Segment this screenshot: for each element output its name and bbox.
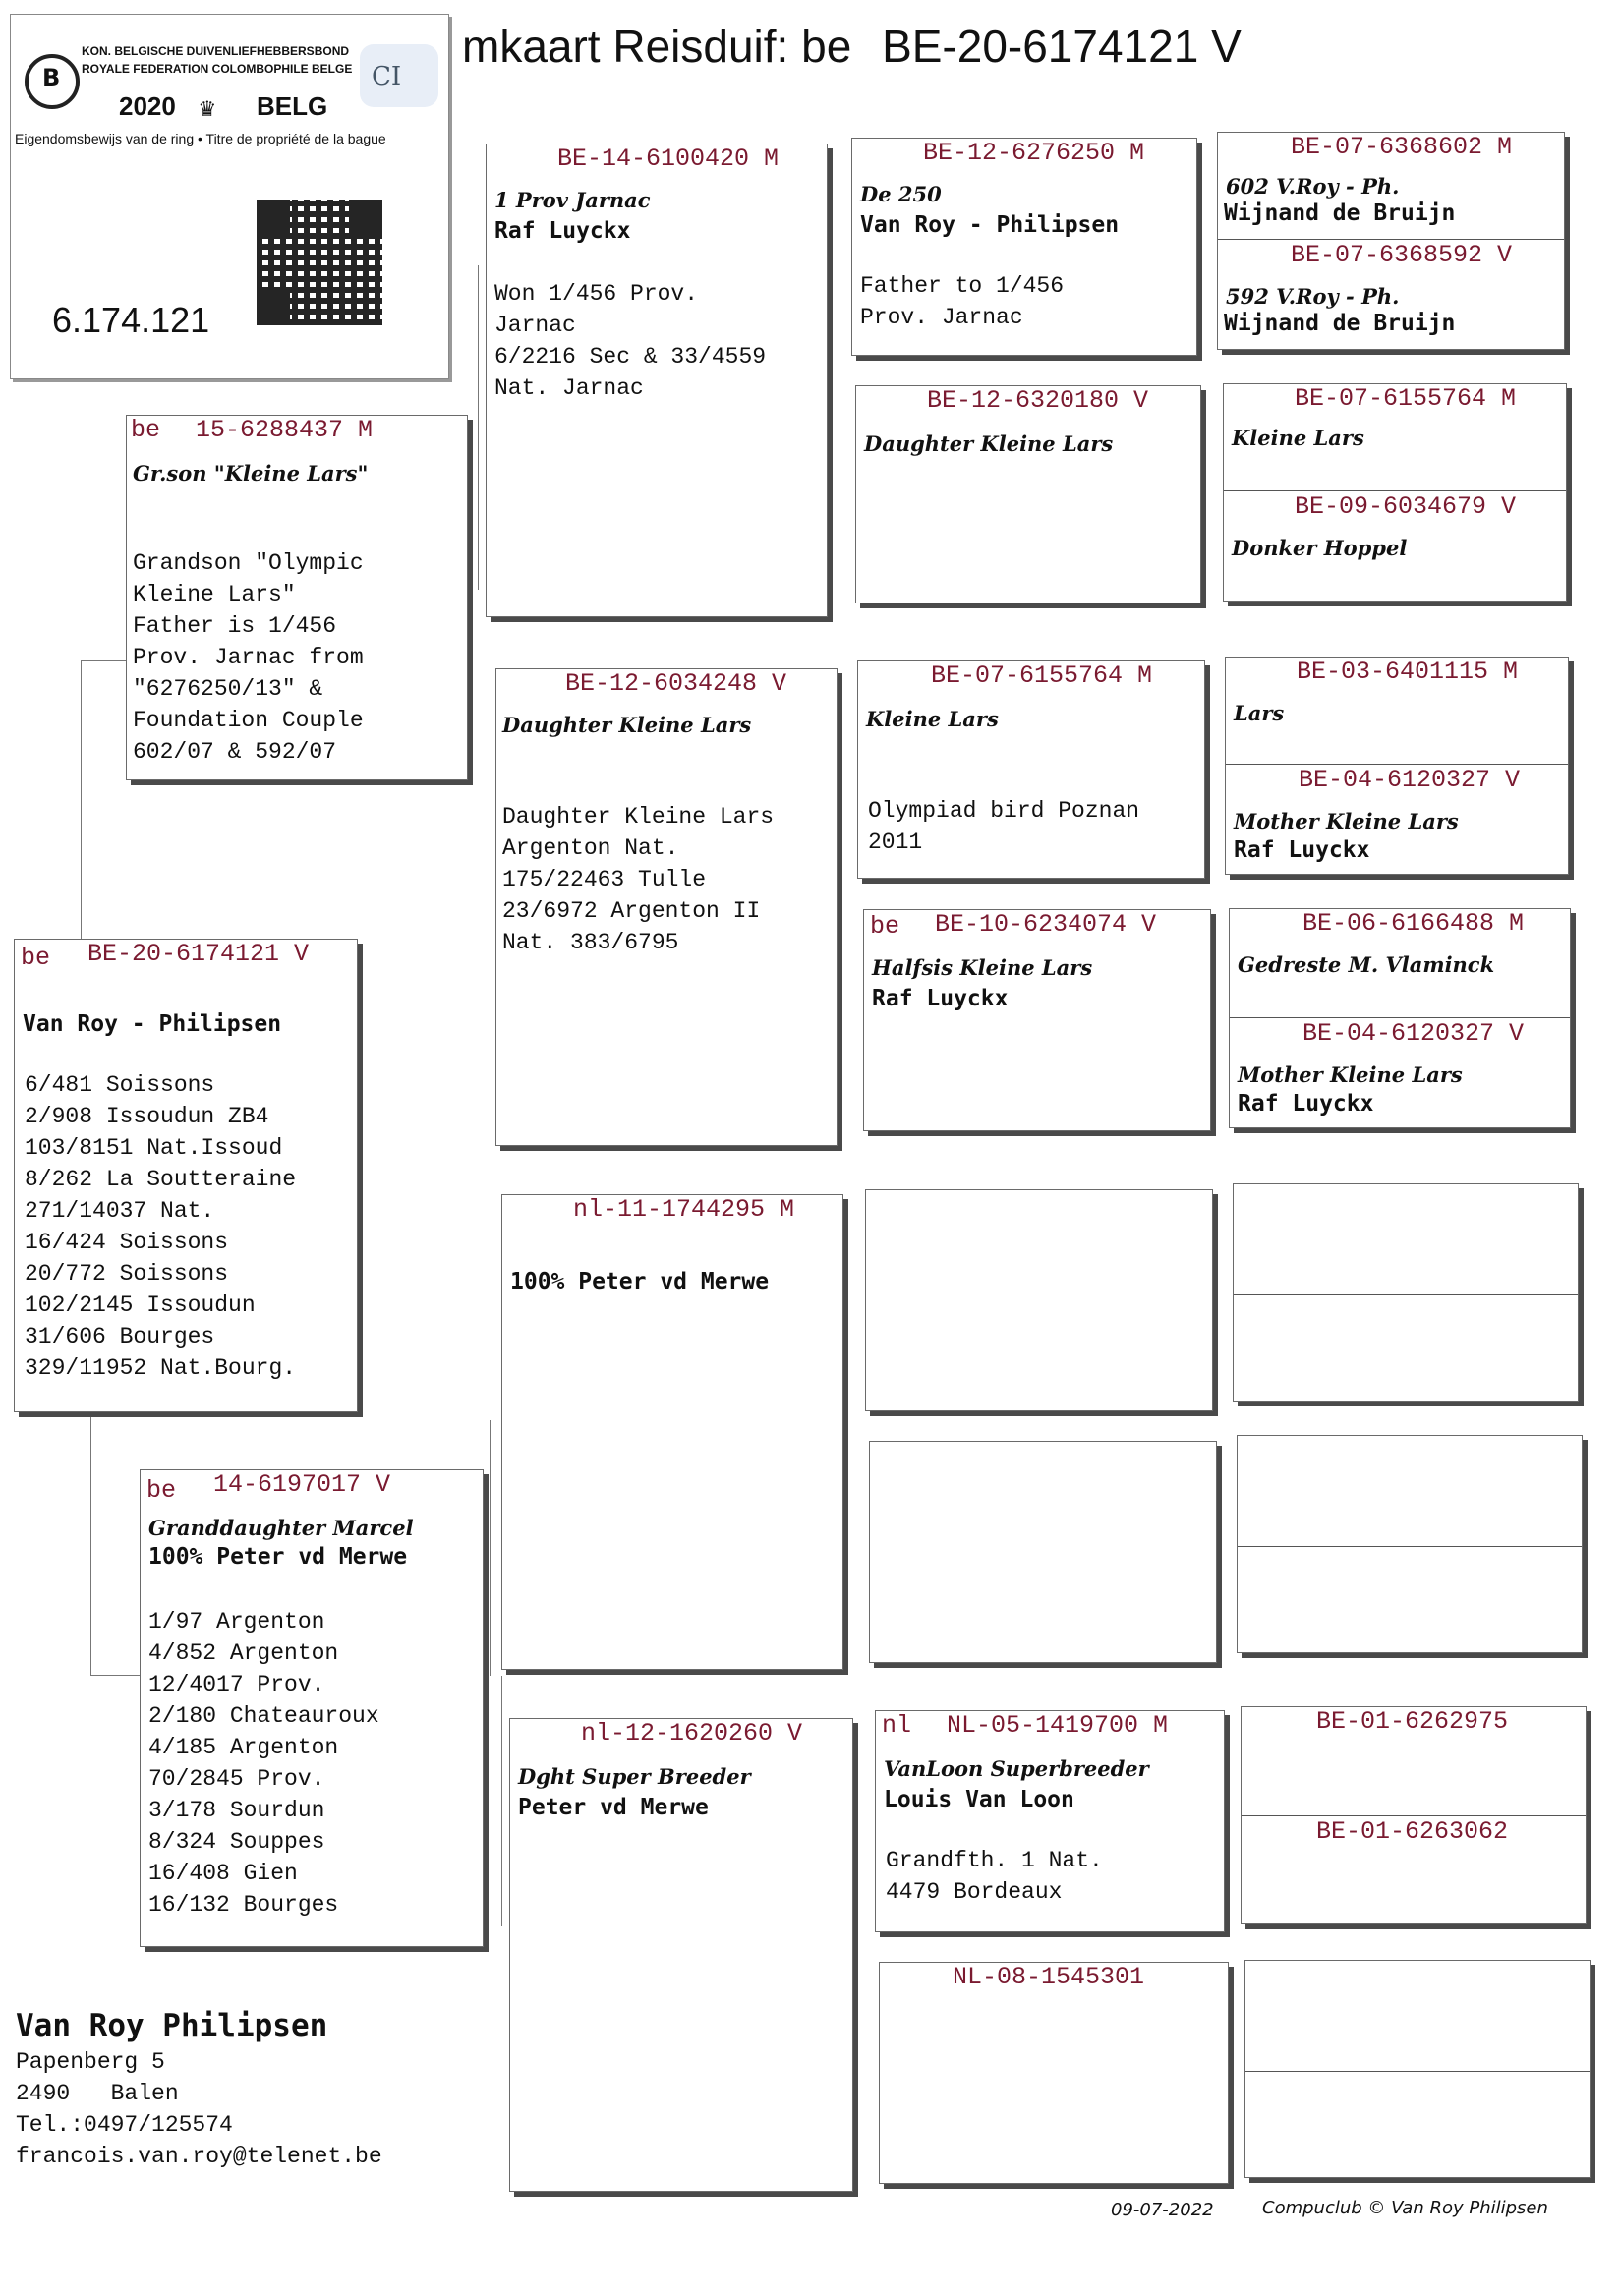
note-line: Kleine Lars" xyxy=(133,582,296,607)
result-line: 70/2845 Prov. xyxy=(148,1766,325,1792)
gen2-ff-ring: BE-14-6100420 M xyxy=(557,144,780,173)
mother-ring: 14-6197017 V xyxy=(213,1470,391,1499)
divider xyxy=(1226,764,1568,765)
fci-logo xyxy=(360,44,438,107)
connector xyxy=(478,265,479,590)
gen2-fm-card xyxy=(495,668,838,1146)
result-line: 12/4017 Prov. xyxy=(148,1672,325,1697)
owner-tel: Tel.:0497/125574 xyxy=(16,2112,233,2138)
gen4-c2-name2: Raf Luyckx xyxy=(1234,837,1370,863)
result-line: 4/852 Argenton xyxy=(148,1640,339,1666)
gen3-mmf-name: VanLoon Superbreeder xyxy=(884,1756,1149,1781)
gen3-fmm-name2: Raf Luyckx xyxy=(872,986,1009,1011)
gen4-d1-name: Gedreste M. Vlaminck xyxy=(1238,952,1495,977)
result-line: 271/14037 Nat. xyxy=(25,1198,215,1224)
ring-card xyxy=(10,14,449,379)
note-line: 23/6972 Argenton II xyxy=(502,898,761,924)
note-line: Grandfth. 1 Nat. xyxy=(886,1848,1103,1873)
gen4-b1-ring: BE-07-6155764 M xyxy=(1295,384,1517,413)
crown-icon: ♛ xyxy=(200,93,215,123)
ring-year: 2020 xyxy=(119,91,176,121)
gen3-mmm-ring: NL-08-1545301 xyxy=(953,1963,1145,1991)
note-line: Prov. Jarnac from xyxy=(133,645,364,670)
gen3-mmm-card xyxy=(879,1962,1229,2184)
owner-email: francois.van.roy@telenet.be xyxy=(16,2144,382,2169)
gen3-fmm-card xyxy=(863,909,1211,1131)
connector xyxy=(501,1676,502,1926)
gen2-ff-name: 1 Prov Jarnac xyxy=(494,188,651,212)
gen3-fmm-ring: BE-10-6234074 V xyxy=(935,910,1157,939)
gen4-d1-ring: BE-06-6166488 M xyxy=(1302,909,1525,938)
note-line: Won 1/456 Prov. xyxy=(494,281,699,307)
father-name: Gr.son "Kleine Lars" xyxy=(133,461,369,486)
gen4-c2-name: Mother Kleine Lars xyxy=(1234,809,1459,833)
note-line: 6/2216 Sec & 33/4559 xyxy=(494,344,767,370)
divider xyxy=(1242,1815,1586,1816)
result-line: 4/185 Argenton xyxy=(148,1735,339,1760)
gen2-mf-name: 100% Peter vd Merwe xyxy=(510,1269,770,1294)
ring-number: 6.174.121 xyxy=(52,300,210,340)
ownership-text: Eigendomsbewijs van de ring • Titre de propriété de la bague xyxy=(15,131,386,146)
note-line: Nat. Jarnac xyxy=(494,375,644,401)
gen4-a-card xyxy=(1217,132,1565,350)
note-line: Olympiad bird Poznan xyxy=(868,798,1140,824)
mother-name: Granddaughter Marcel xyxy=(148,1516,414,1540)
gen4-c-card xyxy=(1225,657,1569,875)
gen2-mm-name: Dght Super Breeder xyxy=(518,1764,751,1789)
gen4-f-card xyxy=(1237,1435,1583,1653)
note-line: Foundation Couple xyxy=(133,708,364,733)
gen3-ffm-ring: BE-12-6320180 V xyxy=(927,386,1149,415)
mother-name2: 100% Peter vd Merwe xyxy=(148,1544,408,1570)
org-name-nl: KON. BELGISCHE DUIVENLIEFHEBBERSBOND xyxy=(82,44,350,58)
gen3-mmf-notes xyxy=(886,1845,1103,1908)
gen2-mm-name2: Peter vd Merwe xyxy=(518,1795,709,1820)
gen2-fm-name: Daughter Kleine Lars xyxy=(502,713,752,737)
gen2-mf-card xyxy=(501,1194,843,1670)
gen3-fff-name2: Van Roy - Philipsen xyxy=(860,212,1120,238)
note-line: Prov. Jarnac xyxy=(860,305,1023,330)
gen2-mf-ring: nl-11-1744295 M xyxy=(573,1195,795,1224)
result-line: 16/132 Bourges xyxy=(148,1892,339,1918)
subject-name: Van Roy - Philipsen xyxy=(23,1011,282,1037)
ring-country: BELG xyxy=(257,91,328,121)
fci-logo-text: CI xyxy=(372,62,402,91)
result-line: 3/178 Sourdun xyxy=(148,1798,325,1823)
title-ring: BE-20-6174121 V xyxy=(882,21,1242,72)
note-line: 2011 xyxy=(868,830,923,855)
qr-code-icon xyxy=(257,200,382,325)
gen4-d2-ring: BE-04-6120327 V xyxy=(1302,1019,1525,1048)
divider xyxy=(1245,2071,1590,2072)
kbdb-logo xyxy=(25,54,80,109)
gen3-mmf-prefix: nl xyxy=(882,1711,912,1740)
gen4-b-card xyxy=(1223,383,1567,602)
gen4-c2-ring: BE-04-6120327 V xyxy=(1299,766,1521,794)
mother-results xyxy=(148,1606,379,1921)
gen4-d-card xyxy=(1229,908,1571,1128)
result-line: 8/324 Souppes xyxy=(148,1829,325,1855)
footer-date: 09-07-2022 xyxy=(1111,2200,1214,2220)
note-line: Argenton Nat. xyxy=(502,835,679,861)
result-line: 31/606 Bourges xyxy=(25,1324,215,1349)
result-line: 16/408 Gien xyxy=(148,1861,298,1886)
gen4-a1-ring: BE-07-6368602 M xyxy=(1291,133,1513,161)
connector xyxy=(81,660,128,661)
gen4-h-card xyxy=(1244,1960,1591,2178)
result-line: 102/2145 Issoudun xyxy=(25,1292,256,1318)
note-line: 4479 Bordeaux xyxy=(886,1879,1063,1905)
gen4-g1-ring: BE-01-6262975 xyxy=(1316,1707,1509,1736)
father-card xyxy=(126,415,468,780)
gen3-fmf-name: Kleine Lars xyxy=(866,707,999,731)
connector xyxy=(490,1420,491,1676)
gen4-d2-name: Mother Kleine Lars xyxy=(1238,1062,1463,1087)
result-line: 8/262 La Soutteraine xyxy=(25,1167,297,1192)
divider xyxy=(1218,239,1564,240)
gen3-mf1-card xyxy=(865,1189,1213,1411)
gen4-e-card xyxy=(1233,1183,1579,1402)
gen3-fmf-card xyxy=(857,660,1205,879)
result-line: 2/908 Issoudun ZB4 xyxy=(25,1104,269,1129)
gen3-fff-card xyxy=(851,138,1197,356)
gen3-fmm-name: Halfsis Kleine Lars xyxy=(872,955,1093,980)
father-prefix: be xyxy=(131,416,161,444)
gen4-g-card xyxy=(1241,1706,1587,1924)
subject-results xyxy=(25,1069,296,1384)
gen3-fmf-notes xyxy=(868,795,1139,858)
result-line: 16/424 Soissons xyxy=(25,1230,229,1255)
gen2-fm-notes xyxy=(502,801,774,958)
gen2-mm-card xyxy=(509,1718,853,2192)
gen3-mmf-name2: Louis Van Loon xyxy=(884,1787,1074,1812)
gen4-c1-name: Lars xyxy=(1234,701,1285,725)
father-notes xyxy=(133,547,364,768)
gen3-mf2-card xyxy=(869,1441,1217,1663)
note-line: 175/22463 Tulle xyxy=(502,867,707,892)
gen2-ff-notes xyxy=(494,278,766,404)
connector xyxy=(90,1675,140,1676)
note-line: Daughter Kleine Lars xyxy=(502,804,775,830)
result-line: 6/481 Soissons xyxy=(25,1072,215,1098)
connector xyxy=(81,660,82,944)
gen4-a2-name2: Wijnand de Bruijn xyxy=(1224,311,1456,336)
gen3-fff-notes xyxy=(860,270,1064,333)
gen4-c1-ring: BE-03-6401115 M xyxy=(1297,658,1519,686)
result-line: 103/8151 Nat.Issoud xyxy=(25,1135,283,1161)
father-ring: 15-6288437 M xyxy=(196,416,374,444)
gen3-fff-name: De 250 xyxy=(860,182,942,206)
gen4-b1-name: Kleine Lars xyxy=(1232,426,1364,450)
gen2-ff-card xyxy=(486,144,828,617)
gen4-a2-name: 592 V.Roy - Ph. xyxy=(1226,284,1400,309)
result-line: 2/180 Chateauroux xyxy=(148,1703,379,1729)
gen3-ffm-name: Daughter Kleine Lars xyxy=(864,431,1114,456)
gen4-a1-name: 602 V.Roy - Ph. xyxy=(1226,174,1400,199)
gen4-a2-ring: BE-07-6368592 V xyxy=(1291,241,1513,269)
result-line: 1/97 Argenton xyxy=(148,1609,325,1635)
gen3-fff-ring: BE-12-6276250 M xyxy=(923,139,1145,167)
result-line: 20/772 Soissons xyxy=(25,1261,229,1287)
subject-card xyxy=(14,939,358,1412)
mother-card xyxy=(140,1469,484,1947)
note-line: Jarnac xyxy=(494,313,576,338)
connector xyxy=(90,1415,91,1675)
owner-city: 2490 Balen xyxy=(16,2081,179,2106)
divider xyxy=(1224,490,1566,491)
subject-ring: BE-20-6174121 V xyxy=(87,940,310,968)
gen4-g2-ring: BE-01-6263062 xyxy=(1316,1817,1509,1846)
gen2-mm-ring: nl-12-1620260 V xyxy=(581,1719,803,1748)
gen4-d2-name2: Raf Luyckx xyxy=(1238,1091,1374,1117)
gen4-b2-name: Donker Hoppel xyxy=(1232,536,1408,560)
note-line: Father is 1/456 xyxy=(133,613,337,639)
note-line: "6276250/13" & xyxy=(133,676,323,702)
title-text: mkaart Reisduif: be xyxy=(462,21,852,72)
owner-street: Papenberg 5 xyxy=(16,2049,165,2075)
footer-credit: Compuclub © Van Roy Philipsen xyxy=(1262,2198,1548,2218)
kbdb-logo-b: B xyxy=(42,64,61,91)
note-line: Nat. 383/6795 xyxy=(502,930,679,955)
note-line: Grandson "Olympic xyxy=(133,550,364,576)
org-name-fr: ROYALE FEDERATION COLOMBOPHILE BELGE xyxy=(82,62,353,76)
mother-prefix: be xyxy=(146,1476,177,1505)
divider xyxy=(1234,1294,1578,1295)
gen3-mmf-card xyxy=(875,1710,1225,1932)
gen4-b2-ring: BE-09-6034679 V xyxy=(1295,492,1517,521)
gen3-fmm-prefix: be xyxy=(870,912,900,941)
owner-name: Van Roy Philipsen xyxy=(16,2008,328,2043)
result-line: 329/11952 Nat.Bourg. xyxy=(25,1355,297,1381)
gen4-a1-name2: Wijnand de Bruijn xyxy=(1224,201,1456,226)
divider xyxy=(1238,1546,1582,1547)
gen3-ffm-card xyxy=(855,385,1201,603)
divider xyxy=(1230,1017,1570,1018)
owner-block xyxy=(16,2005,382,2172)
note-line: 602/07 & 592/07 xyxy=(133,739,337,765)
gen3-mmf-ring: NL-05-1419700 M xyxy=(947,1711,1169,1740)
gen2-fm-ring: BE-12-6034248 V xyxy=(565,669,787,698)
gen3-fmf-ring: BE-07-6155764 M xyxy=(931,661,1153,690)
subject-prefix: be xyxy=(21,944,51,972)
page-title xyxy=(462,20,1242,73)
note-line: Father to 1/456 xyxy=(860,273,1065,299)
gen2-ff-name2: Raf Luyckx xyxy=(494,218,631,244)
